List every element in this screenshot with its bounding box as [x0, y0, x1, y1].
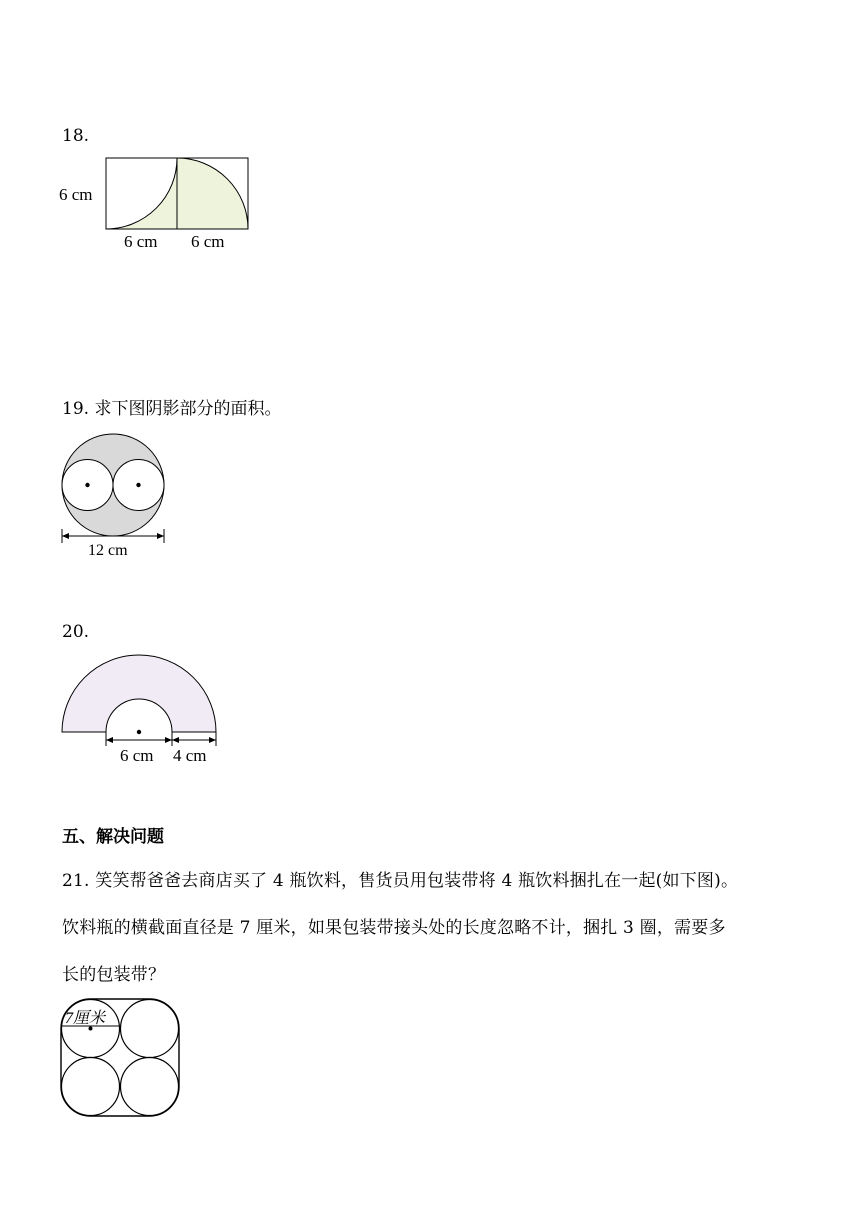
label-bottom-right: 6 cm [191, 232, 225, 251]
shaded-half-ring [62, 655, 216, 732]
bottle-bottom-left [62, 1058, 120, 1116]
label-ring: 4 cm [173, 746, 207, 765]
question-21-line-2: 饮料瓶的横截面直径是 7 厘米，如果包装带接头处的长度忽略不计，捆扎 3 圈，需要多 [62, 918, 726, 938]
figure-20 [52, 650, 232, 770]
figure-19 [52, 425, 182, 565]
label-diameter: 7厘米 [65, 1010, 106, 1027]
shaded-quarter-circle [177, 158, 248, 229]
label-inner: 6 cm [120, 746, 154, 765]
arrow-right [157, 533, 164, 539]
arrow-inner-left [106, 737, 113, 743]
question-20-number: 20. [62, 622, 90, 642]
question-21-line-1: 21. 笑笑帮爸爸去商店买了 4 瓶饮料，售货员用包装带将 4 瓶饮料捆扎在一起(如下图)。 [62, 871, 739, 891]
figure-21 [55, 993, 185, 1118]
section-title: 五、解决问题 [62, 827, 164, 847]
arrow-inner-right [165, 737, 172, 743]
bottle-center-dot [89, 1027, 93, 1031]
arrow-ring-left [172, 737, 179, 743]
label-bottom-left: 6 cm [124, 232, 158, 251]
label-diameter: 12 cm [88, 542, 128, 559]
bottle-top-right [121, 1000, 179, 1058]
shaded-left-region [106, 158, 177, 229]
arrow-left [62, 533, 69, 539]
label-height: 6 cm [59, 185, 93, 204]
center-dot [137, 730, 141, 734]
bottle-bottom-right [121, 1058, 179, 1116]
question-19-text: 19. 求下图阴影部分的面积。 [62, 399, 282, 419]
question-18-number: 18. [62, 126, 90, 146]
arrow-ring-right [209, 737, 216, 743]
center-dot-left [85, 483, 89, 487]
question-21-line-3: 长的包装带？ [62, 965, 166, 985]
figure-18 [52, 150, 262, 255]
center-dot-right [136, 483, 140, 487]
